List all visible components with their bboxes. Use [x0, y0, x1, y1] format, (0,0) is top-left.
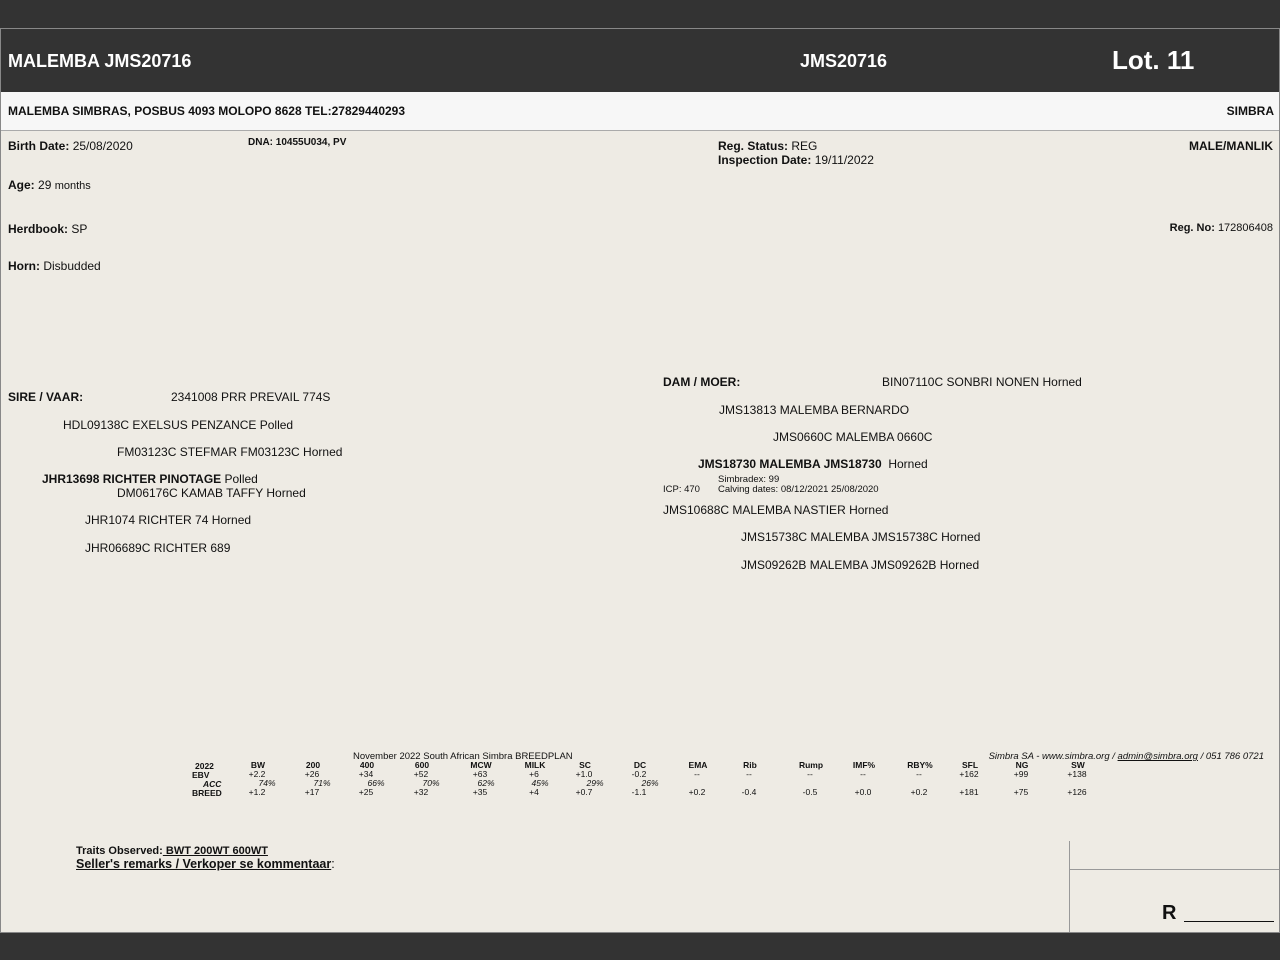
animal-name: MALEMBA JMS20716 [8, 51, 192, 71]
ebv-column [233, 761, 283, 797]
ebv-accuracy: 66% [367, 778, 385, 788]
ebv-breed-average: -0.4 [741, 787, 757, 797]
ebv-title: November 2022 South African Simbra BREEDPLAN [353, 751, 573, 762]
ebv-value: +63 [472, 769, 488, 779]
ebv-row-label-acc: ACC [203, 779, 222, 789]
sire-sire-sire: FM03123C STEFMAR FM03123C Horned [117, 445, 343, 459]
ebv-value: +6 [529, 769, 539, 779]
ebv-breed-average: +35 [472, 787, 488, 797]
ebv-accuracy: 74% [258, 778, 276, 788]
sire-line-top: 2341008 PRR PREVAIL 774S [171, 390, 331, 404]
ebv-value: +2.2 [248, 769, 266, 779]
ebv-value: +162 [959, 769, 979, 779]
ebv-breed-average: +32 [413, 787, 429, 797]
price-box-top [1069, 869, 1280, 870]
sire-dam-dam: JHR06689C RICHTER 689 [85, 541, 231, 555]
ebv-breed-average: +0.2 [688, 787, 706, 797]
ebv-value: -- [694, 769, 700, 779]
ebv-breed-average: -1.1 [631, 787, 647, 797]
sellers-remarks: Seller's remarks / Verkoper se kommentaar: [76, 857, 335, 871]
ebv-header: SW [1071, 760, 1085, 770]
ebv-header: NG [1015, 760, 1029, 770]
ebv-value: +138 [1067, 769, 1087, 779]
ebv-column [510, 761, 560, 797]
ebv-breed-average: +126 [1067, 787, 1087, 797]
card-header [1, 29, 1280, 92]
ebv-header: MCW [470, 760, 492, 770]
dam-sire-sire: JMS0660C MALEMBA 0660C [773, 430, 933, 444]
ebv-column [895, 761, 945, 797]
ebv-value: -0.2 [631, 769, 647, 779]
ebv-column [945, 761, 995, 797]
ebv-row-label-year: 2022 [195, 761, 214, 771]
ebv-column [786, 761, 836, 797]
ebv-header: 600 [414, 760, 430, 770]
sire-label: SIRE / VAAR: [8, 390, 84, 404]
dam-label: DAM / MOER: [663, 375, 741, 389]
breeder-info: MALEMBA SIMBRAS, POSBUS 4093 MOLOPO 8628 TEL:27829440293 [8, 104, 406, 118]
ebv-column [997, 761, 1047, 797]
ebv-accuracy: 62% [477, 778, 495, 788]
ebv-accuracy: 71% [313, 778, 331, 788]
simbradex: Simbradex: 99 [718, 474, 780, 485]
dam-name: JMS18730 MALEMBA JMS18730 Horned [698, 457, 928, 471]
dam-sire: JMS13813 MALEMBA BERNARDO [719, 403, 910, 417]
ebv-value: -- [916, 769, 922, 779]
ebv-column [456, 761, 506, 797]
bottom-bar [0, 933, 1280, 960]
ebv-header: Rump [798, 760, 824, 770]
ebv-breed-average: +0.2 [910, 787, 928, 797]
inspection-date: Inspection Date: 19/11/2022 [718, 153, 874, 167]
ebv-grid [1, 761, 1280, 801]
ebv-header: 200 [305, 760, 321, 770]
horn-status: Horn: Disbudded [8, 259, 101, 273]
herdbook: Herdbook: SP [8, 222, 88, 236]
ebv-column [288, 761, 338, 797]
ebv-breed-average: +75 [1013, 787, 1029, 797]
dam-dam-dam: JMS09262B MALEMBA JMS09262B Horned [741, 558, 980, 572]
ebv-header: SFL [961, 760, 979, 770]
ebv-accuracy: 45% [531, 778, 549, 788]
ebv-value: +99 [1013, 769, 1029, 779]
age: Age: 29 months [8, 178, 91, 192]
ebv-breed-average: -0.5 [802, 787, 818, 797]
ebv-breed-average: +181 [959, 787, 979, 797]
sire-sire: HDL09138C EXELSUS PENZANCE Polled [63, 418, 294, 432]
ebv-value: +52 [413, 769, 429, 779]
price-label: R [1162, 902, 1177, 924]
dam-dam: JMS10688C MALEMBA NASTIER Horned [663, 503, 889, 517]
dam-dam-sire: JMS15738C MALEMBA JMS15738C Horned [741, 530, 981, 544]
ebv-column [673, 761, 723, 797]
breed-name: SIMBRA [1226, 104, 1274, 118]
ebv-value: +1.0 [575, 769, 593, 779]
ebv-column [615, 761, 665, 797]
price-input-line[interactable] [1184, 921, 1274, 922]
reg-number: Reg. No: 172806408 [1169, 222, 1273, 234]
sex: MALE/MANLIK [1189, 139, 1273, 153]
ebv-column [1053, 761, 1103, 797]
ebv-value: -- [746, 769, 752, 779]
dna-info: DNA: 10455U034, PV [248, 137, 347, 148]
icp: ICP: 470 [663, 484, 700, 495]
price-box-divider [1069, 841, 1070, 933]
ebv-header: DC [633, 760, 647, 770]
lot-number: Lot. 11 [1112, 45, 1195, 75]
simbra-contact: Simbra SA - www.simbra.org / admin@simbra.org / 051 786 0721 [988, 751, 1264, 762]
ebv-header: Rib [743, 760, 757, 770]
ebv-header: EMA [688, 760, 708, 770]
sire-dam: JHR1074 RICHTER 74 Horned [85, 513, 252, 527]
ebv-header: SC [579, 760, 591, 770]
ebv-header: RBY% [907, 760, 933, 770]
ebv-breed-average: +1.2 [248, 787, 266, 797]
lot-card [0, 28, 1280, 933]
ebv-column [560, 761, 610, 797]
ebv-header: IMF% [852, 760, 876, 770]
ebv-breed-average: +17 [304, 787, 320, 797]
birth-date: Birth Date: 25/08/2020 [8, 139, 133, 153]
ebv-breed-average: +25 [358, 787, 374, 797]
sire-name: JHR13698 RICHTER PINOTAGE Polled [42, 472, 258, 486]
reg-status: Reg. Status: REG [718, 139, 818, 153]
ebv-row-label-ebv: EBV [192, 770, 210, 780]
ebv-column [397, 761, 447, 797]
ebv-value: -- [807, 769, 813, 779]
traits-observed: Traits Observed: BWT 200WT 600WT [76, 845, 268, 857]
ebv-breed-average: +4 [529, 787, 539, 797]
ebv-value: +34 [358, 769, 374, 779]
top-bar [0, 0, 1280, 28]
sire-sire-dam: DM06176C KAMAB TAFFY Horned [117, 486, 306, 500]
dam-line-top: BIN07110C SONBRI NONEN Horned [882, 375, 1082, 389]
ebv-header: MILK [524, 760, 546, 770]
calving-dates: Calving dates: 08/12/2021 25/08/2020 [718, 484, 879, 495]
ebv-header: BW [250, 760, 266, 770]
ebv-value: +26 [304, 769, 320, 779]
ebv-column [725, 761, 775, 797]
ebv-accuracy: 70% [422, 778, 440, 788]
ebv-breed-average: +0.0 [854, 787, 872, 797]
ebv-value: -- [860, 769, 866, 779]
animal-reg-id: JMS20716 [800, 51, 888, 71]
ebv-accuracy: 29% [586, 778, 604, 788]
ebv-breed-average: +0.7 [575, 787, 593, 797]
ebv-column [839, 761, 889, 797]
ebv-header: 400 [359, 760, 375, 770]
ebv-accuracy: 26% [641, 778, 659, 788]
ebv-column [342, 761, 392, 797]
ebv-row-label-breed: BREED [192, 788, 222, 798]
breeder-bar [1, 92, 1280, 131]
